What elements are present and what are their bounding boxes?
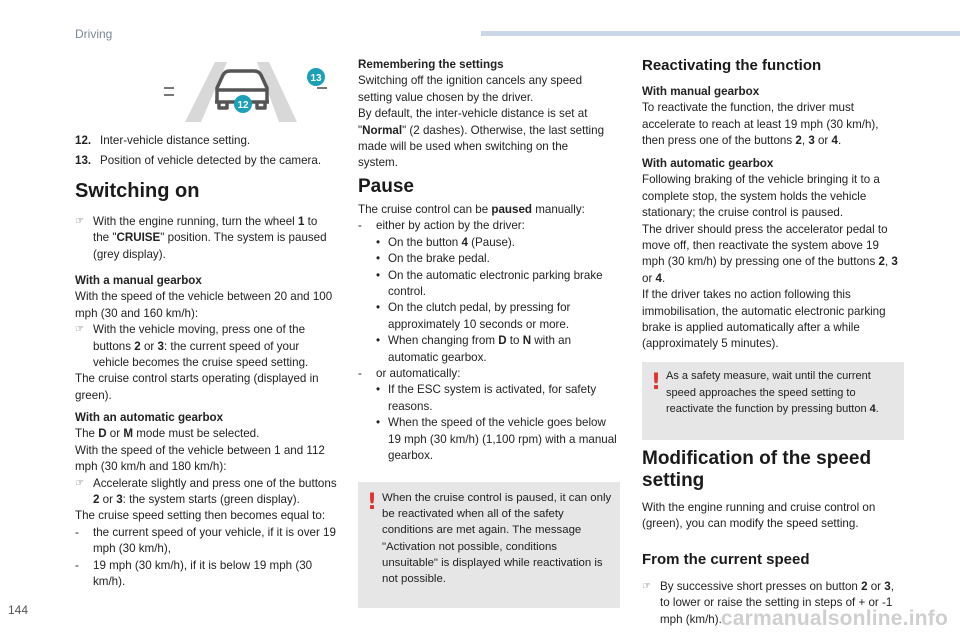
arrow-bullet-icon: ☞	[75, 324, 84, 336]
arrow-bullet-icon: ☞	[75, 216, 84, 227]
header-bar	[481, 31, 960, 36]
pause-item: • On the automatic electronic parking brake control.	[376, 268, 603, 299]
pause-warning-note: ! When the cruise control is paused, it can only be reactivated when all of the safety conditions are met again. The message "Activation not possible, conditions unsuitable" is displayed while reactivation is not possible.	[358, 482, 620, 608]
remembering-block: Remembering the settings Switching off the ignition cancels any speed setting value chosen by the driver. By default, the inter-vehicle distance is set at "Normal" (2 dashes). Otherwise, the last setting made will be used when switching on the system.	[358, 58, 605, 170]
legend-item-12: 12. Inter-vehicle distance setting.	[75, 134, 251, 147]
left-lane-marking	[185, 62, 227, 122]
switching-on-step: ☞ With the engine running, turn the wheel 1 to the "CRUISE" position. The system is paused (grey display).	[75, 215, 327, 261]
pause-item: • On the button 4 (Pause).	[376, 235, 515, 249]
pause-item: • When changing from D to N with an automatic gearbox.	[376, 334, 572, 364]
callout-13-label: 13	[310, 73, 322, 84]
modification-text: With the engine running and cruise control on (green), you can modify the speed setting.	[642, 501, 876, 531]
legend-item-13: 13. Position of vehicle detected by the camera.	[75, 154, 322, 167]
arrow-bullet-icon: ☞	[75, 477, 84, 489]
automatic-gearbox-block: With an automatic gearbox The D or M mode must be selected. With the speed of the vehicle between 1 and 112 mph (30 km/h and 180 km/h): ☞ Accelerate slightly and press one of the buttons 2 or 3: the system starts (green display). The cruise speed setting then becomes equal to: - the current speed of your vehicle, if it is over 19 mph (30 km/h), - 19 mph (30 km/h), if it is below 19 mph (30 km/h).	[75, 410, 337, 590]
watermark: carmanualsonline.info	[720, 607, 948, 630]
reactivating-heading: Reactivating the function	[642, 57, 822, 74]
automatic-gearbox-step: ☞ Accelerate slightly and press one of the buttons 2 or 3: the system starts (green display).	[75, 476, 337, 507]
page-number: 144	[8, 603, 29, 617]
reactivating-manual-subheading: With manual gearbox	[642, 85, 760, 98]
speed-setting-dash-2: - 19 mph (30 km/h), if it is below 19 mph (30 km/h).	[75, 558, 313, 589]
pause-item: • On the clutch pedal, by pressing for approximately 10 seconds or more.	[376, 301, 571, 331]
current-speed-step: ☞ By successive short presses on button 2 or 3, to lower or raise the setting in steps of + or -1 mph (km/h).	[642, 579, 894, 626]
exclamation-icon: !	[651, 370, 662, 395]
callout-12-label: 12	[237, 100, 249, 111]
remembering-subheading: Remembering the settings	[358, 58, 504, 71]
reactivating-manual-block: With manual gearbox To reactivate the function, the driver must accelerate to reach at least 19 mph (30 km/h), then press one of the buttons 2, 3 or 4.	[642, 84, 904, 150]
pause-item: • On the brake pedal.	[376, 252, 490, 266]
section-label: Driving	[75, 27, 113, 41]
current-speed-heading: From the current speed	[642, 550, 810, 568]
right-lane-marking	[257, 62, 297, 122]
reactivating-auto-subheading: With automatic gearbox	[642, 157, 774, 170]
pause-driver-action: - either by action by the driver:	[358, 219, 525, 233]
reactivating-warning-note: ! As a safety measure, wait until the current speed approaches the speed setting to reactivate the function by pressing button 4.	[642, 362, 904, 440]
lane-camera-illustration	[157, 60, 342, 122]
manual-gearbox-block: With a manual gearbox With the speed of the vehicle between 20 and 100 mph (30 and 160 km/h): ☞ With the vehicle moving, press one of the buttons 2 or 3: the current speed of your vehicle becomes the cruise speed setting. The cruise control starts operating (displayed in green).	[75, 273, 337, 404]
manual-gearbox-step: ☞ With the vehicle moving, press one of the buttons 2 or 3: the current speed of your vehicle becomes the cruise speed setting.	[75, 323, 309, 370]
switching-on-heading: Switching on	[75, 180, 200, 202]
pause-item: • When the speed of the vehicle goes below 19 mph (30 km/h) (1,100 rpm) with a manual gearbox.	[376, 416, 617, 463]
reactivating-auto-block: With automatic gearbox Following braking of the vehicle bringing it to a complete stop, the system holds the vehicle stationary; the cruise control is paused. The driver should press the accelerator pedal to move off, then reactivate the system above 19 mph (30 km/h) by pressing one of the buttons 2, 3 or 4. If the driver takes no action following this immobilisation, the automatic electronic parking brake is applied automatically after a while (approximately 5 minutes).	[642, 156, 904, 353]
automatic-gearbox-subheading: With an automatic gearbox	[75, 411, 224, 424]
exclamation-icon: !	[367, 490, 378, 515]
modification-heading: Modification of the speed setting	[642, 448, 872, 491]
pause-heading: Pause	[358, 176, 414, 197]
modification-section	[642, 448, 904, 628]
arrow-bullet-icon: ☞	[642, 580, 651, 592]
pause-automatic: - or automatically:	[358, 367, 461, 381]
pause-item: • If the ESC system is activated, for safety reasons.	[376, 383, 597, 413]
manual-gearbox-subheading: With a manual gearbox	[75, 274, 202, 287]
pause-block: The cruise control can be paused manually: - either by action by the driver: • On the button 4 (Pause). • On the brake pedal. • On the automatic electronic parking brake control. • On the clutch pedal, by pressing for approximately 10 seconds or more. • When changing from D to N with an automatic gearbox. - or automatically: • If the ESC system is activated, for safety reasons. • When the speed of the vehicle goes below 19 mph (30 km/h) (1,100 rpm) with a manual gearbox.	[358, 202, 620, 465]
speed-setting-dash-1: - the current speed of your vehicle, if it is over 19 mph (30 km/h),	[75, 525, 336, 556]
